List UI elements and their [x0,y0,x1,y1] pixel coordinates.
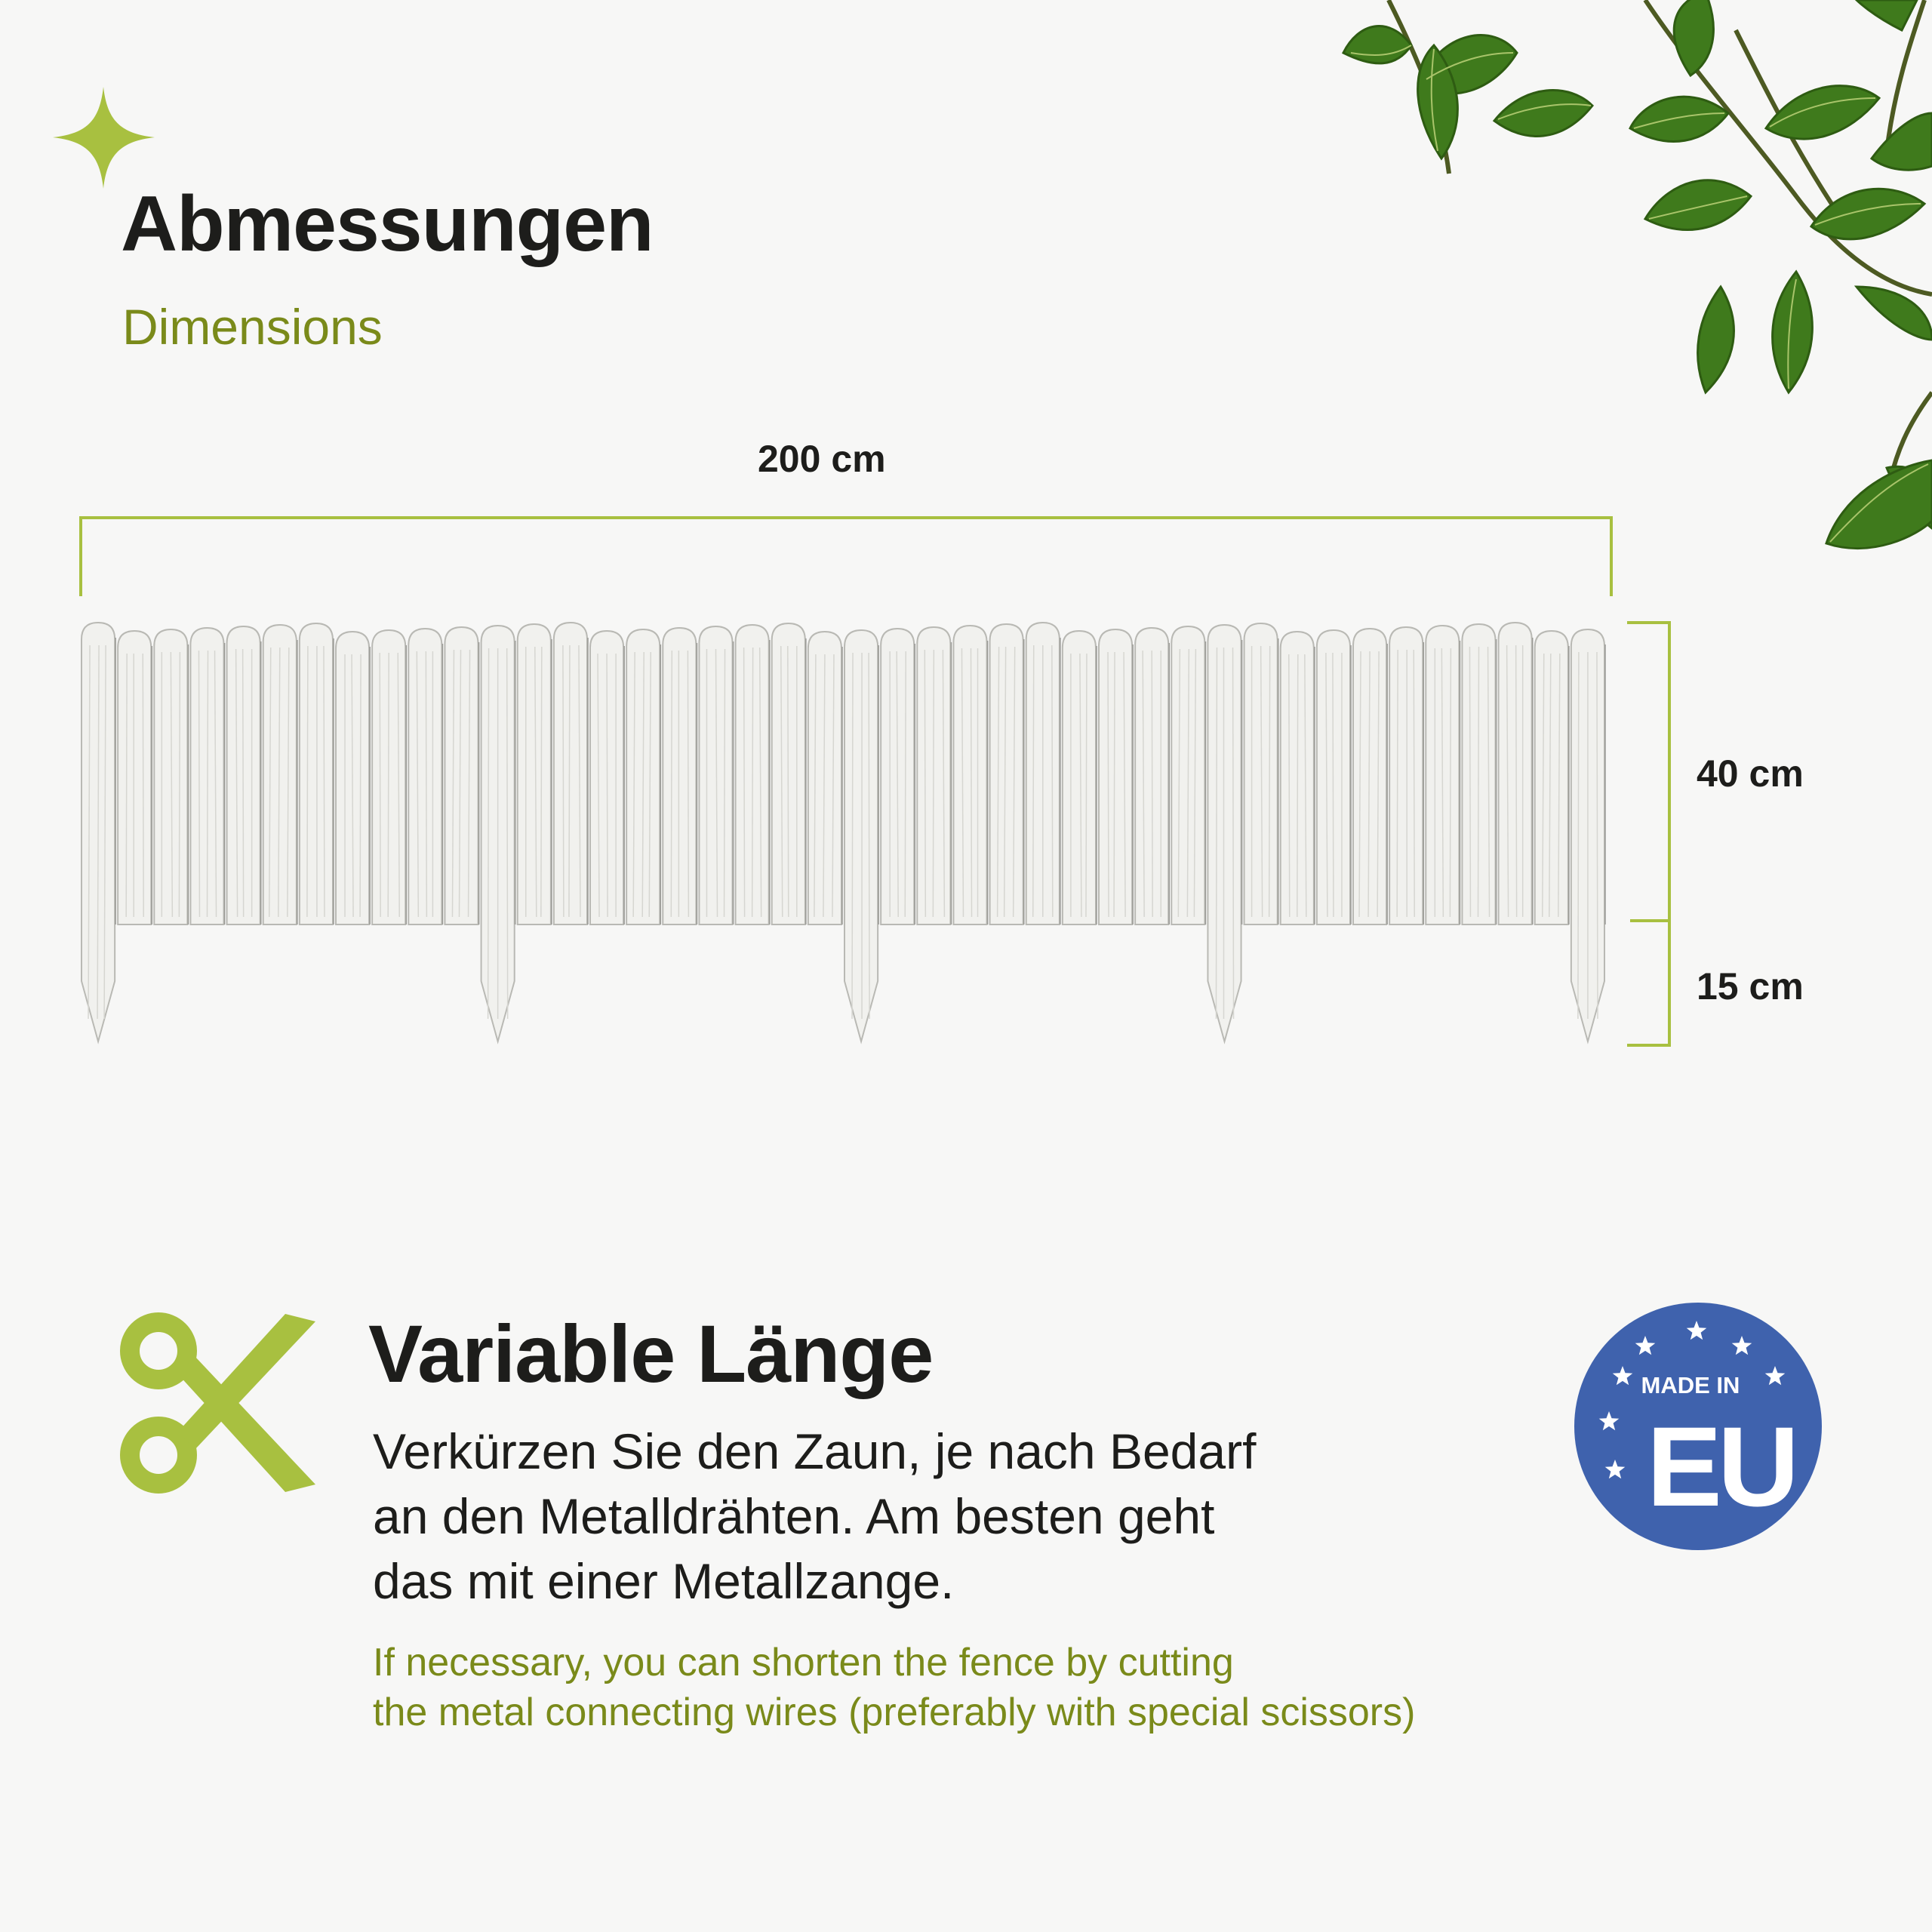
fence-slat [372,630,406,924]
width-dimension-line [75,513,1615,604]
feature-english-line: If necessary, you can shorten the fence by cutting [373,1641,1234,1684]
width-label: 200 cm [758,438,886,480]
fence-slat [1171,626,1205,924]
fence-image [75,604,1615,1057]
fence-slat [953,626,987,924]
fence-slat [1063,631,1097,924]
feature-description-line: an den Metalldrähten. Am besten geht [373,1488,1215,1544]
fence-slat [1535,631,1569,924]
fence-slat [408,629,442,924]
fence-slat [1099,629,1133,924]
fence-slat [626,629,660,924]
height-label: 40 cm [1697,752,1804,795]
fence-slat [917,627,951,924]
fence-slat [118,631,152,924]
fence-slat [1317,630,1351,924]
sparkle-icon [53,87,155,189]
spike-length-label: 15 cm [1697,965,1804,1008]
fence-slat [1353,629,1387,924]
fence-slat [190,628,224,924]
fence-slat [1281,632,1315,924]
badge-eu-text: EU [1646,1403,1795,1530]
fence-slat [445,627,478,924]
feature-english-description [373,1638,1656,1737]
height-dimension-line [1623,615,1683,1053]
feature-english-line: the metal connecting wires (preferably with special scissors) [373,1690,1416,1734]
fence-slat [663,628,697,924]
fence-slat [772,623,806,924]
fence-slat [154,629,188,924]
feature-description-line: das mit einer Metallzange. [373,1553,955,1609]
fence-slat [518,624,552,924]
fence-slat [336,632,370,924]
fence-slat [554,623,588,924]
fence-stake [1208,625,1241,1041]
fence-slat [699,626,733,924]
fence-slat [881,629,915,924]
fence-slat [300,623,334,924]
made-in-eu-badge [1570,1298,1826,1555]
fence-slat [227,626,261,924]
fence-stake [1571,629,1605,1041]
fence-slat [808,632,842,924]
fence-slat [990,624,1024,924]
fence-stake [481,626,515,1041]
fence-slat [1135,628,1169,924]
fence-stake [844,630,878,1041]
page-title: Abmessungen [121,180,654,268]
feature-title: Variable Länge [368,1308,934,1399]
badge-made-in-text: MADE IN [1641,1372,1740,1398]
fence-slat [1389,627,1423,924]
scissors-icon [113,1309,325,1506]
fence-slat [736,625,770,924]
fence-stake [82,623,115,1041]
fence-slat [1426,626,1460,924]
feature-description [373,1419,1429,1614]
page-subtitle: Dimensions [122,299,383,355]
fence-slat [590,631,624,924]
fence-slat [1244,623,1278,924]
fence-slat [1026,623,1060,924]
fence-slat [1499,623,1533,924]
feature-description-line: Verkürzen Sie den Zaun, je nach Bedarf [373,1423,1257,1479]
fence-slat [263,625,297,924]
fence-slat [1462,624,1496,924]
